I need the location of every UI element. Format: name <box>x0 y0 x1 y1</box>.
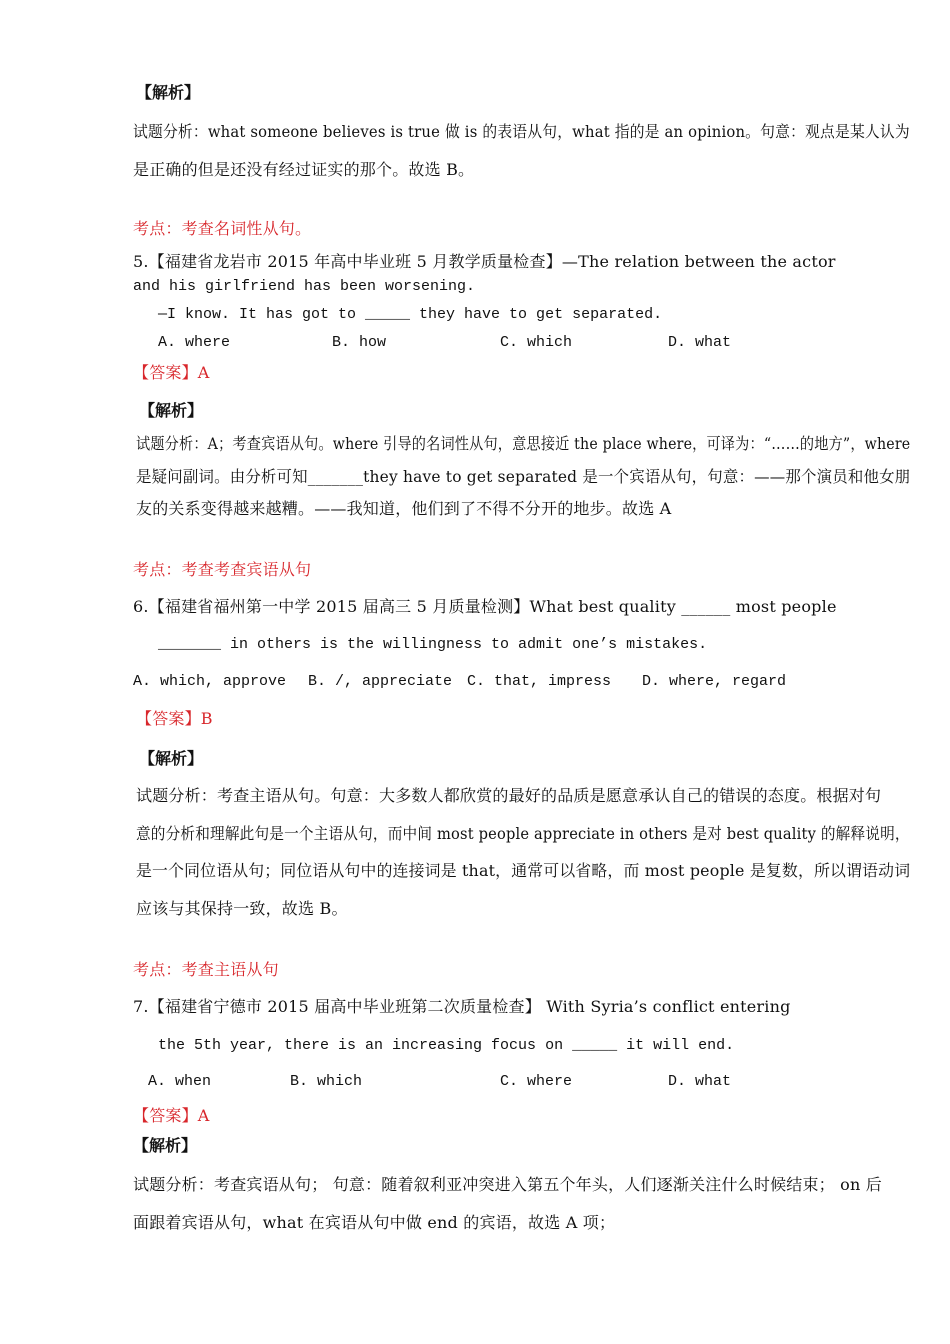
q4-analysis-line-2: 是正确的但是还没有经过证实的那个。故选 B。 <box>133 160 475 179</box>
q6-analysis-line-3: 是一个同位语从句；同位语从句中的连接词是 that，通常可以省略，而 most people 是复数，所以谓语动词 <box>136 861 911 880</box>
q4-kaodian: 考点：考查名词性从句。 <box>133 219 312 238</box>
q6-analysis-line-4: 应该与其保持一致，故选 B。 <box>136 899 348 918</box>
q6-answer: 【答案】B <box>136 709 213 728</box>
q6-option-a: A. which, approve <box>133 673 287 690</box>
q7-option-b: B. which <box>290 1073 363 1090</box>
q5-answer: 【答案】A <box>133 363 210 382</box>
q7-analysis-line-1: 试题分析：考查宾语从句； 句意：随着叙利亚冲突进入第五个年头，人们逐渐关注什么时候结束； on 后 <box>133 1175 882 1194</box>
q6-kaodian: 考点：考查主语从句 <box>133 960 279 979</box>
q5-analysis-heading: 【解析】 <box>139 401 204 420</box>
q5-option-a: A. where <box>158 334 231 351</box>
q6-stem-line-2: _______ in others is the willingness to admit one’s mistakes. <box>158 636 708 653</box>
q5-option-c: C. which <box>500 334 573 351</box>
q4-analysis-line-1: 试题分析：what someone believes is true 做 is 的表语从句，what 指的是 an opinion。句意：观点是某人认为 <box>133 122 910 141</box>
q7-option-d: D. what <box>668 1073 732 1090</box>
q7-option-a: A. when <box>148 1073 212 1090</box>
q6-option-b: B. /, appreciate <box>308 673 453 690</box>
q5-option-d: D. what <box>668 334 732 351</box>
analysis-heading: 【解析】 <box>136 83 201 102</box>
q7-analysis-heading: 【解析】 <box>133 1136 198 1155</box>
q6-analysis-line-1: 试题分析：考查主语从句。句意：大多数人都欣赏的最好的品质是愿意承认自己的错误的态度。根据对句 <box>136 786 882 805</box>
q5-stem-line-3: —I know. It has got to _____ they have to get separated. <box>158 306 663 323</box>
q6-analysis-line-2: 意的分析和理解此句是一个主语从句，而中间 most people appreciate in others 是对 best quality 的解释说明， <box>136 824 910 843</box>
q5-analysis-line-3: 友的关系变得越来越糟。——我知道，他们到了不得不分开的地步。故选 A <box>136 499 672 518</box>
q5-option-b: B. how <box>332 334 387 351</box>
q6-analysis-heading: 【解析】 <box>139 749 204 768</box>
q7-stem-line-1: 7.【福建省宁德市 2015 届高中毕业班第二次质量检查】 With Syria’s conflict entering <box>133 997 791 1016</box>
q5-stem-line-2: and his girlfriend has been worsening. <box>133 278 476 295</box>
q6-stem-line-1: 6.【福建省福州第一中学 2015 届高三 5 月质量检测】What best quality ______ most people <box>133 597 837 616</box>
q5-stem-line-1: 5.【福建省龙岩市 2015 年高中毕业班 5 月教学质量检查】—The relation between the actor <box>133 252 836 271</box>
q5-analysis-line-1: 试题分析：A；考查宾语从句。where 引导的名词性从句，意思接近 the place where，可译为：“……的地方”，where <box>136 434 911 453</box>
q5-kaodian: 考点：考查考查宾语从句 <box>133 560 312 579</box>
q7-analysis-line-2: 面跟着宾语从句，what 在宾语从句中做 end 的宾语，故选 A 项； <box>133 1213 616 1232</box>
q5-analysis-line-2: 是疑问副词。由分析可知_______they have to get separated 是一个宾语从句，句意：——那个演员和他女朋 <box>136 467 911 486</box>
q6-option-c: C. that, impress <box>467 673 612 690</box>
q6-option-d: D. where, regard <box>642 673 787 690</box>
q7-stem-line-2: the 5th year, there is an increasing focus on _____ it will end. <box>158 1037 735 1054</box>
q7-option-c: C. where <box>500 1073 573 1090</box>
q7-answer: 【答案】A <box>133 1106 210 1125</box>
